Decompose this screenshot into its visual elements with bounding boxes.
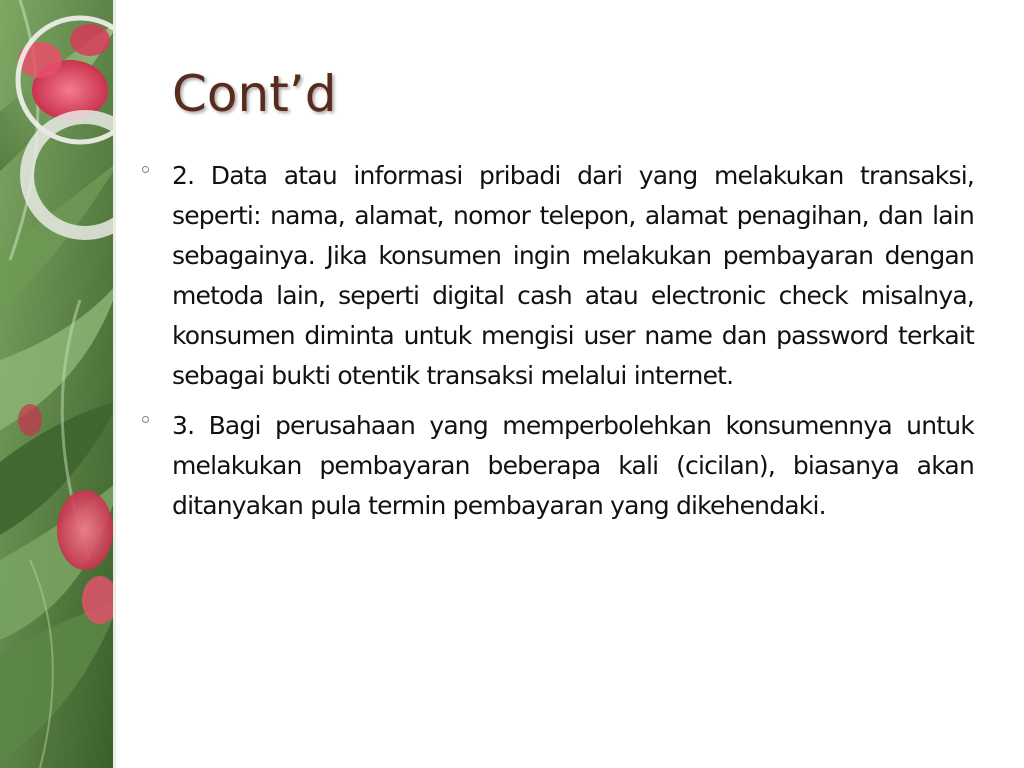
bullet-list xyxy=(142,156,974,536)
bullet-ring-icon xyxy=(142,416,149,423)
bullet-ring-icon xyxy=(142,166,149,173)
bullet-item-2 xyxy=(142,156,974,396)
floral-side-decoration xyxy=(0,0,113,768)
bullet-text: 3. Bagi perusahaan yang memperbolehkan konsumennya untuk melakukan pembayaran beberapa kali (cicilan), biasanya akan ditanyakan pula termin pembayaran yang dikehendaki. xyxy=(172,411,974,520)
vertical-divider xyxy=(113,0,116,768)
bullet-item-3 xyxy=(142,406,974,526)
bullet-text: 2. Data atau informasi pribadi dari yang melakukan transaksi, seperti: nama, alamat, nomor telepon, alamat penagihan, dan lain sebagainya. Jika konsumen ingin melakukan pembayaran dengan metoda lain, seperti digital cash atau electronic check misalnya, konsumen diminta untuk mengisi user name dan password terkait sebagai bukti otentik transaksi melalui internet. xyxy=(172,161,974,390)
slide-title: Cont’d xyxy=(172,65,337,123)
